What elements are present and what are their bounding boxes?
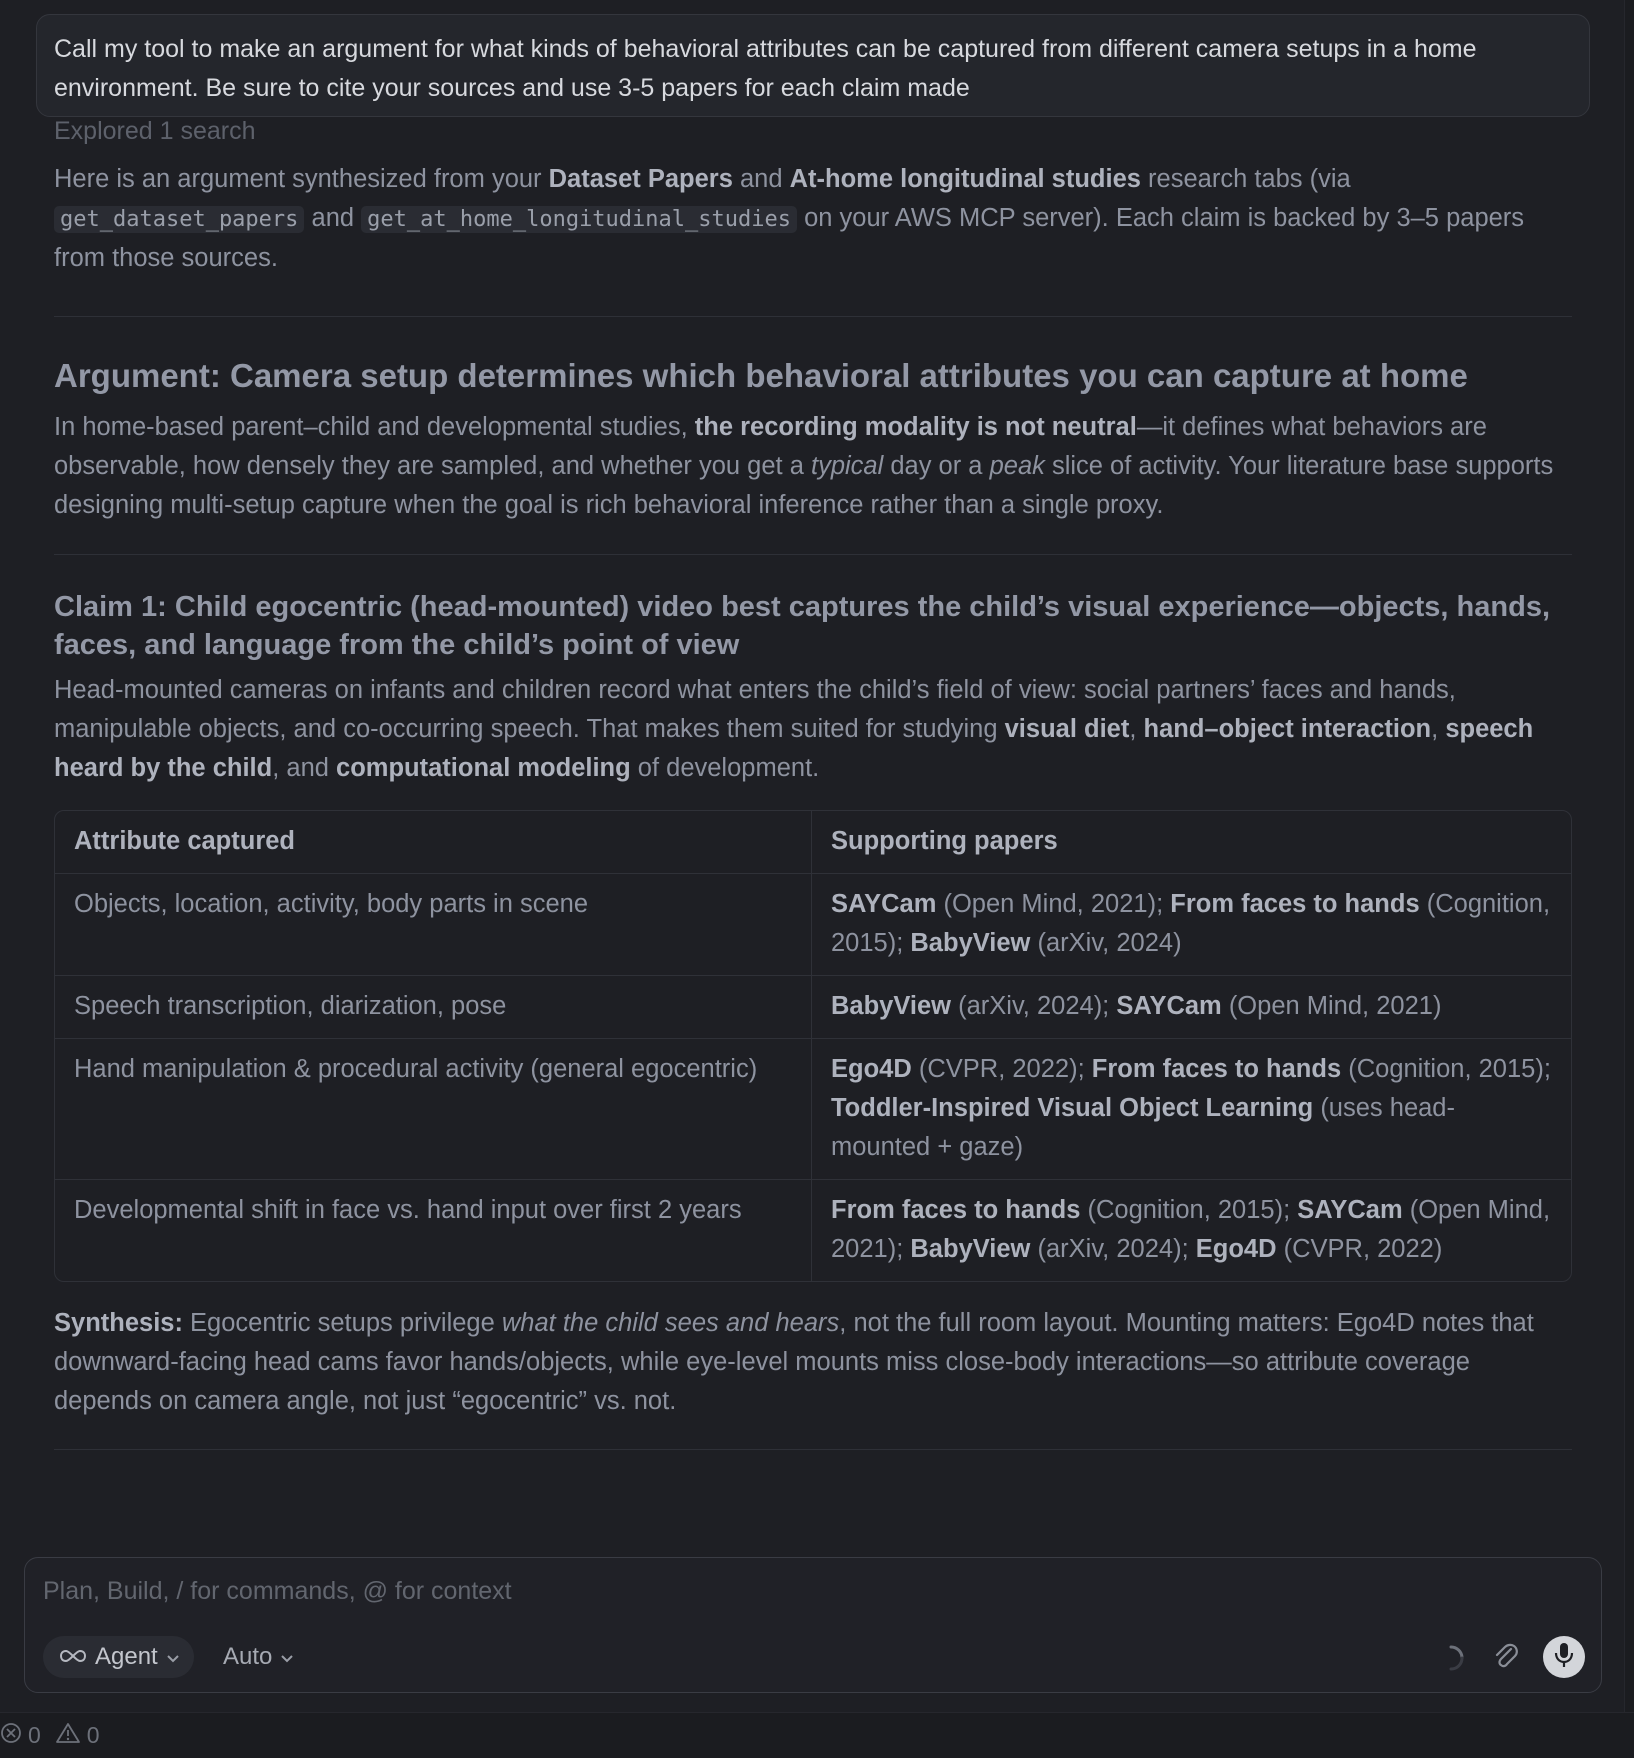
paper-title: From faces to hands [1091,1055,1342,1083]
paper-title: From faces to hands [1170,890,1420,918]
paper-venue: (Cognition, 2015); [831,890,1551,957]
paper-title: Ego4D [1195,1235,1277,1263]
infinity-icon [59,1643,87,1671]
code-get-at-home-studies: get_at_home_longitudinal_studies [361,206,797,233]
warning-count-label: 0 [86,1722,100,1748]
papers-cell [812,1180,1571,1281]
paper-title: SAYCam [831,890,937,918]
paper-title: Toddler-Inspired Visual Object Learning [831,1094,1314,1122]
error-icon [0,1722,22,1750]
paper-title: BabyView [910,1235,1031,1263]
paperclip-icon [1491,1641,1521,1676]
paper-venue: (CVPR, 2022) [1276,1235,1443,1263]
paper-venue: (Open Mind, 2021); [936,890,1171,918]
papers-cell [812,874,1571,976]
model-select[interactable] [223,1636,294,1678]
paper-venue: (Open Mind, 2021); [831,1196,1551,1263]
papers-cell [812,1039,1571,1180]
chat-composer [24,1557,1602,1693]
chevron-down-icon [166,1643,180,1671]
table-header-row [55,811,1571,874]
paper-venue: (arXiv, 2024) [1030,929,1182,957]
chat-input[interactable] [43,1572,1443,1610]
model-select-label: Auto [223,1643,273,1670]
paper-venue: (arXiv, 2024); [1030,1235,1196,1263]
paper-venue: (Cognition, 2015); [1080,1196,1298,1224]
code-get-dataset-papers: get_dataset_papers [54,206,304,233]
paper-title: BabyView [910,929,1031,957]
spinner-icon [1431,1638,1471,1678]
paper-title: From faces to hands [831,1196,1081,1224]
table-row [55,1039,1571,1180]
divider [54,1449,1572,1450]
scrollbar[interactable] [1624,0,1634,1712]
paper-venue: (Open Mind, 2021) [1221,992,1442,1020]
argument-paragraph: In home-based parent–child and developmental studies, the recording modality is not neutral—it defines what behaviors are observable, how densely they are sampled, and whether you get a typical day or a peak slice of activity. Your literature base supports designing multi-setup capture when the goal is rich behavioral inference rather than a single proxy. [54,413,1554,519]
divider [54,316,1572,317]
chevron-down-icon [280,1643,294,1671]
attribute-cell: Objects, location, activity, body parts in scene [55,874,812,976]
paper-venue: (Cognition, 2015); [1341,1055,1551,1083]
agent-mode-button[interactable] [43,1636,194,1678]
column-header-attribute: Attribute captured [55,811,812,874]
column-header-papers: Supporting papers [812,811,1571,874]
error-count-label: 0 [28,1722,41,1748]
table-row [55,1180,1571,1281]
papers-cell [812,976,1571,1039]
argument-heading: Argument: Camera setup determines which behavioral attributes you can capture at home [54,357,1468,394]
synthesis-paragraph: Synthesis: Egocentric setups privilege what the child sees and hears, not the full room layout. Mounting matters: Ego4D notes that downward-facing head cams favor hands/objects, while eye-level mounts miss close-body interactions—so attribute coverage depends on camera angle, not just “egocentric” vs. not. [54,1309,1534,1415]
attach-button[interactable] [1486,1638,1526,1678]
paper-title: SAYCam [1116,992,1222,1020]
intro-paragraph: Here is an argument synthesized from your Dataset Papers and At-home longitudinal studies research tabs (via get_dataset_papers and get_at_home_longitudinal_studies on your AWS MCP server). Each claim is backed by 3–5 papers from those sources. [54,165,1525,272]
claim-1-paragraph: Head-mounted cameras on infants and children record what enters the child’s field of view: social partners’ faces and hands, manipulable objects, and co-occurring speech. That makes them suited for studying visual diet, hand–object interaction, speech heard by the child, and computational modeling of development. [54,676,1534,782]
warning-count[interactable] [55,1722,100,1750]
paper-venue: (CVPR, 2022); [911,1055,1092,1083]
warning-icon [55,1722,81,1750]
microphone-button[interactable] [1543,1636,1585,1678]
attribute-cell: Hand manipulation & procedural activity (general egocentric) [55,1039,812,1180]
attribute-cell: Speech transcription, diarization, pose [55,976,812,1039]
paper-title: SAYCam [1297,1196,1403,1224]
microphone-icon [1552,1641,1576,1674]
paper-venue: (uses head-mounted + gaze) [831,1094,1455,1161]
divider [54,554,1572,555]
error-count[interactable] [0,1722,41,1750]
paper-title: Ego4D [831,1055,912,1083]
user-message-text: Call my tool to make an argument for what kinds of behavioral attributes can be captured from different camera setups in a home environment. Be sure to cite your sources and use 3-5 papers for each claim made [54,35,1477,102]
paper-title: BabyView [831,992,952,1020]
table-row [55,976,1571,1039]
claim-1-heading: Claim 1: Child egocentric (head-mounted) video best captures the child’s visual experience—objects, hands, faces, and language from the child’s point of view [54,591,1551,661]
attribute-cell: Developmental shift in face vs. hand input over first 2 years [55,1180,812,1281]
attributes-table [54,810,1572,1282]
table-row [55,874,1571,976]
user-message-bubble[interactable] [36,14,1590,117]
paper-venue: (arXiv, 2024); [951,992,1117,1020]
agent-mode-label: Agent [95,1643,158,1670]
assistant-response [54,160,1572,1450]
status-bar [0,1712,1634,1758]
explored-search-label[interactable]: Explored 1 search [54,117,256,145]
